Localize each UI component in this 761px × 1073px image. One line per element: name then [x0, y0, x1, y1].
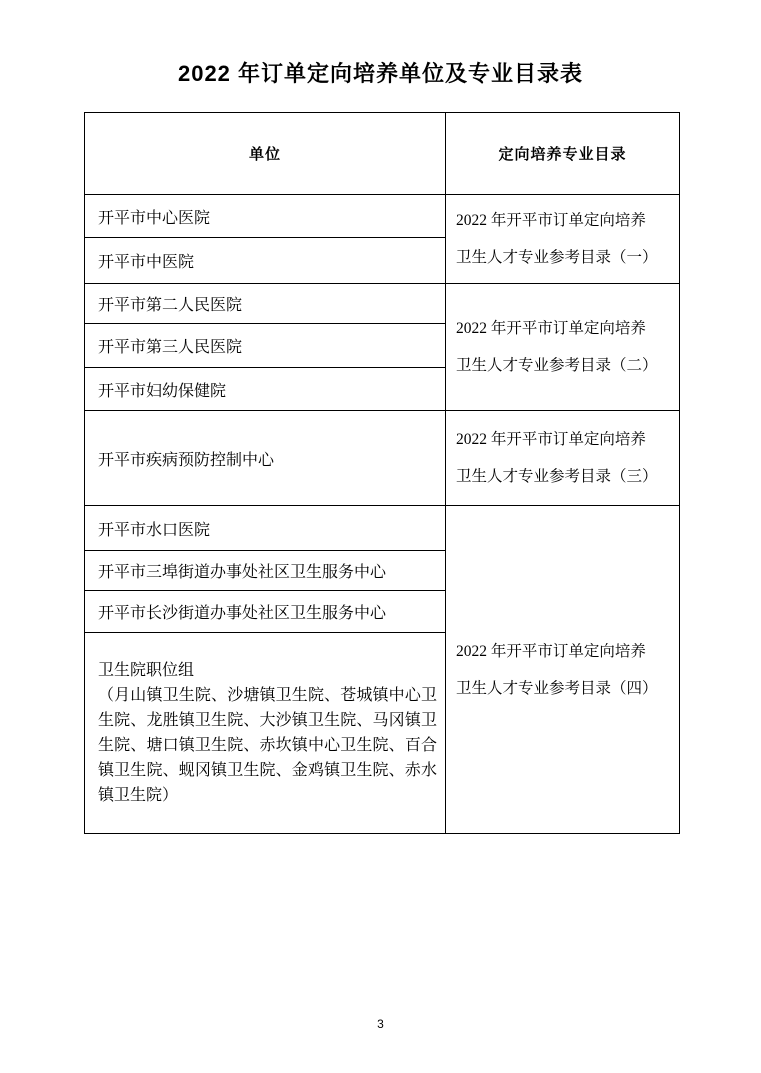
page-number: 3 — [377, 1017, 384, 1031]
catalog-line-2: 卫生人才专业参考目录（一） — [456, 249, 658, 266]
table-row — [85, 195, 680, 238]
unit-cell: 开平市第二人民医院 — [85, 284, 446, 324]
catalog-line-2: 卫生人才专业参考目录（二） — [456, 357, 658, 374]
catalog-cell — [446, 506, 680, 834]
catalog-cell — [446, 411, 680, 506]
page-title: 2022 年订单定向培养单位及专业目录表 — [177, 61, 584, 86]
table-row — [85, 411, 680, 506]
catalog-table-container — [84, 112, 680, 834]
unit-cell: 开平市水口医院 — [85, 506, 446, 551]
table-header-row — [85, 113, 680, 195]
header-unit-cell: 单位 — [85, 113, 446, 195]
catalog-table — [84, 112, 680, 834]
unit-cell: 开平市第三人民医院 — [85, 324, 446, 368]
catalog-line-2: 卫生人才专业参考目录（三） — [456, 468, 658, 485]
catalog-cell — [446, 195, 680, 284]
unit-cell: 开平市中心医院 — [85, 195, 446, 238]
catalog-line-1: 2022 年开平市订单定向培养 — [456, 431, 646, 448]
table-row — [85, 284, 680, 324]
catalog-cell — [446, 284, 680, 411]
unit-cell: 开平市妇幼保健院 — [85, 368, 446, 411]
unit-group-title: 卫生院职位组 — [98, 662, 195, 679]
catalog-line-1: 2022 年开平市订单定向培养 — [456, 642, 646, 660]
unit-cell: 开平市长沙街道办事处社区卫生服务中心 — [85, 591, 446, 633]
unit-group-detail: （月山镇卫生院、沙塘镇卫生院、苍城镇中心卫生院、龙胜镇卫生院、大沙镇卫生院、马冈镇卫生院、塘口镇卫生院、赤坎镇中心卫生院、百合镇卫生院、蚬冈镇卫生院、金鸡镇卫生院、赤水镇卫生院） — [98, 687, 437, 804]
unit-cell: 开平市中医院 — [85, 238, 446, 284]
unit-cell: 开平市疾病预防控制中心 — [85, 411, 446, 506]
unit-cell: 开平市三埠街道办事处社区卫生服务中心 — [85, 551, 446, 591]
header-catalog-cell: 定向培养专业目录 — [446, 113, 680, 195]
catalog-line-2: 卫生人才专业参考目录（四） — [456, 679, 658, 697]
catalog-line-1: 2022 年开平市订单定向培养 — [456, 212, 646, 229]
unit-cell — [85, 633, 446, 834]
catalog-line-1: 2022 年开平市订单定向培养 — [456, 320, 646, 337]
table-row — [85, 506, 680, 551]
